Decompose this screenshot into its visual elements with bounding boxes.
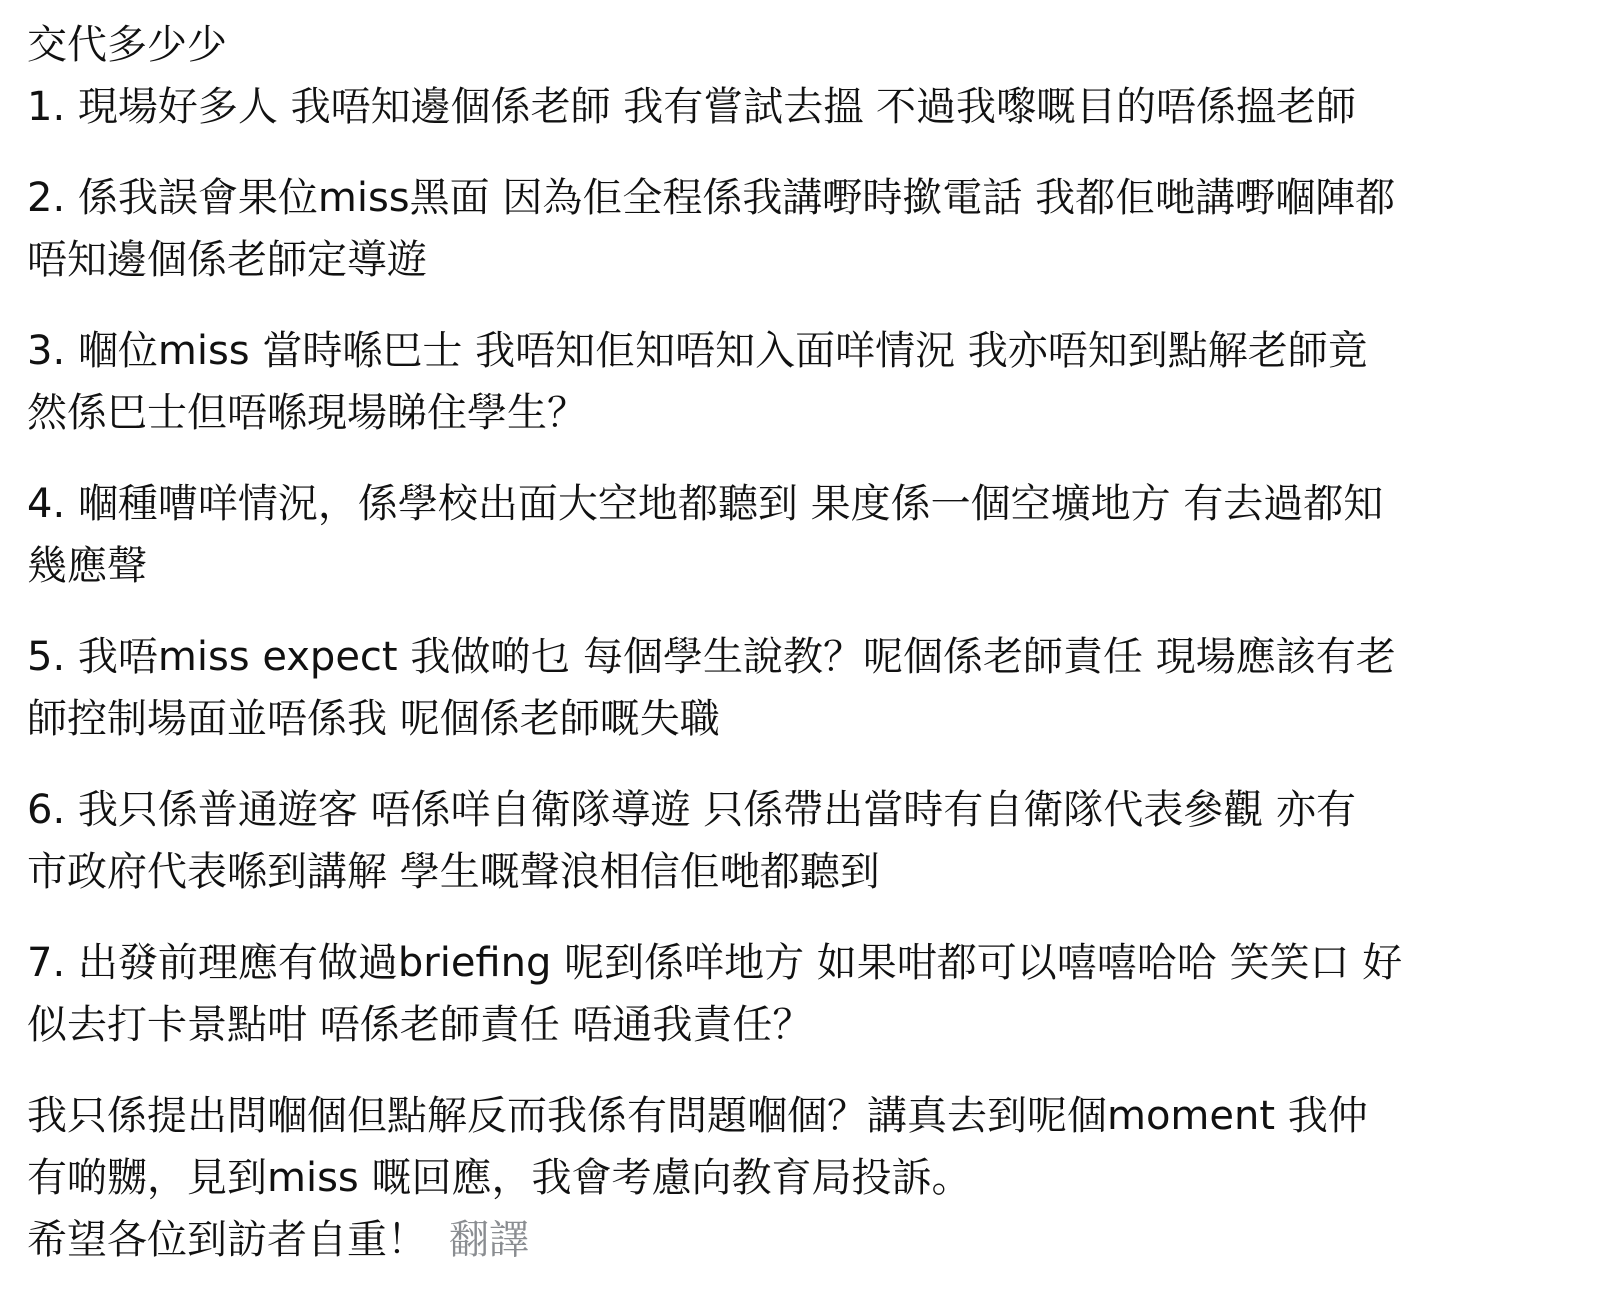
post-heading: 交代多少少 — [27, 22, 227, 68]
list-item-line: 3. 嗰位miss 當時喺巴士 我唔知佢知唔知入面咩情況 我亦唔知到點解老師竟 — [27, 328, 1368, 374]
list-item-line: 2. 係我誤會果位miss黑面 因為佢全程係我講嘢時撳電話 我都佢哋講嘢嗰陣都 — [27, 175, 1396, 221]
list-item-6 — [27, 779, 1572, 903]
closing-line: 有啲嬲，見到miss 嘅回應，我會考慮向教育局投訴。 — [27, 1155, 972, 1201]
list-item-line: 5. 我唔miss expect 我做啲乜 每個學生說教？呢個係老師責任 現場應該有老 — [27, 634, 1396, 680]
list-item-line: 似去打卡景點咁 唔係老師責任 唔通我責任？ — [27, 1002, 813, 1048]
list-item-line: 幾應聲 — [27, 543, 147, 589]
list-item-line: 4. 嗰種嘈咩情況，係學校出面大空地都聽到 果度係一個空壙地方 有去過都知 — [27, 481, 1384, 527]
closing-line: 我只係提出問嗰個但點解反而我係有問題嗰個？講真去到呢個moment 我仲 — [27, 1093, 1368, 1139]
list-item-5 — [27, 626, 1572, 750]
list-item-line: 1. 現場好多人 我唔知邊個係老師 我有嘗試去搵 不過我嚟嘅目的唔係搵老師 — [27, 84, 1357, 130]
list-item-3 — [27, 320, 1572, 444]
list-item-4 — [27, 473, 1572, 597]
list-item-line: 唔知邊個係老師定導遊 — [27, 237, 427, 283]
translate-link[interactable]: 翻譯 — [449, 1217, 529, 1263]
list-item-1 — [27, 76, 1572, 138]
closing-line: 希望各位到訪者自重！ — [27, 1217, 427, 1263]
list-item-line: 6. 我只係普通遊客 唔係咩自衛隊導遊 只係帶出當時有自衛隊代表參觀 亦有 — [27, 787, 1357, 833]
list-item-line: 7. 出發前理應有做過briefing 呢到係咩地方 如果咁都可以嘻嘻哈哈 笑笑口 好 — [27, 940, 1403, 986]
closing-last-line — [27, 1209, 1572, 1271]
list-item-line: 師控制場面並唔係我 呢個係老師嘅失職 — [27, 696, 720, 742]
list-item-7 — [27, 932, 1572, 1056]
post-body — [27, 14, 1572, 1271]
list-item-line: 然係巴士但唔喺現場睇住學生？ — [27, 390, 587, 436]
list-item-2 — [27, 167, 1572, 291]
list-item-line: 市政府代表喺到講解 學生嘅聲浪相信佢哋都聽到 — [27, 849, 880, 895]
closing-paragraph — [27, 1085, 1572, 1271]
